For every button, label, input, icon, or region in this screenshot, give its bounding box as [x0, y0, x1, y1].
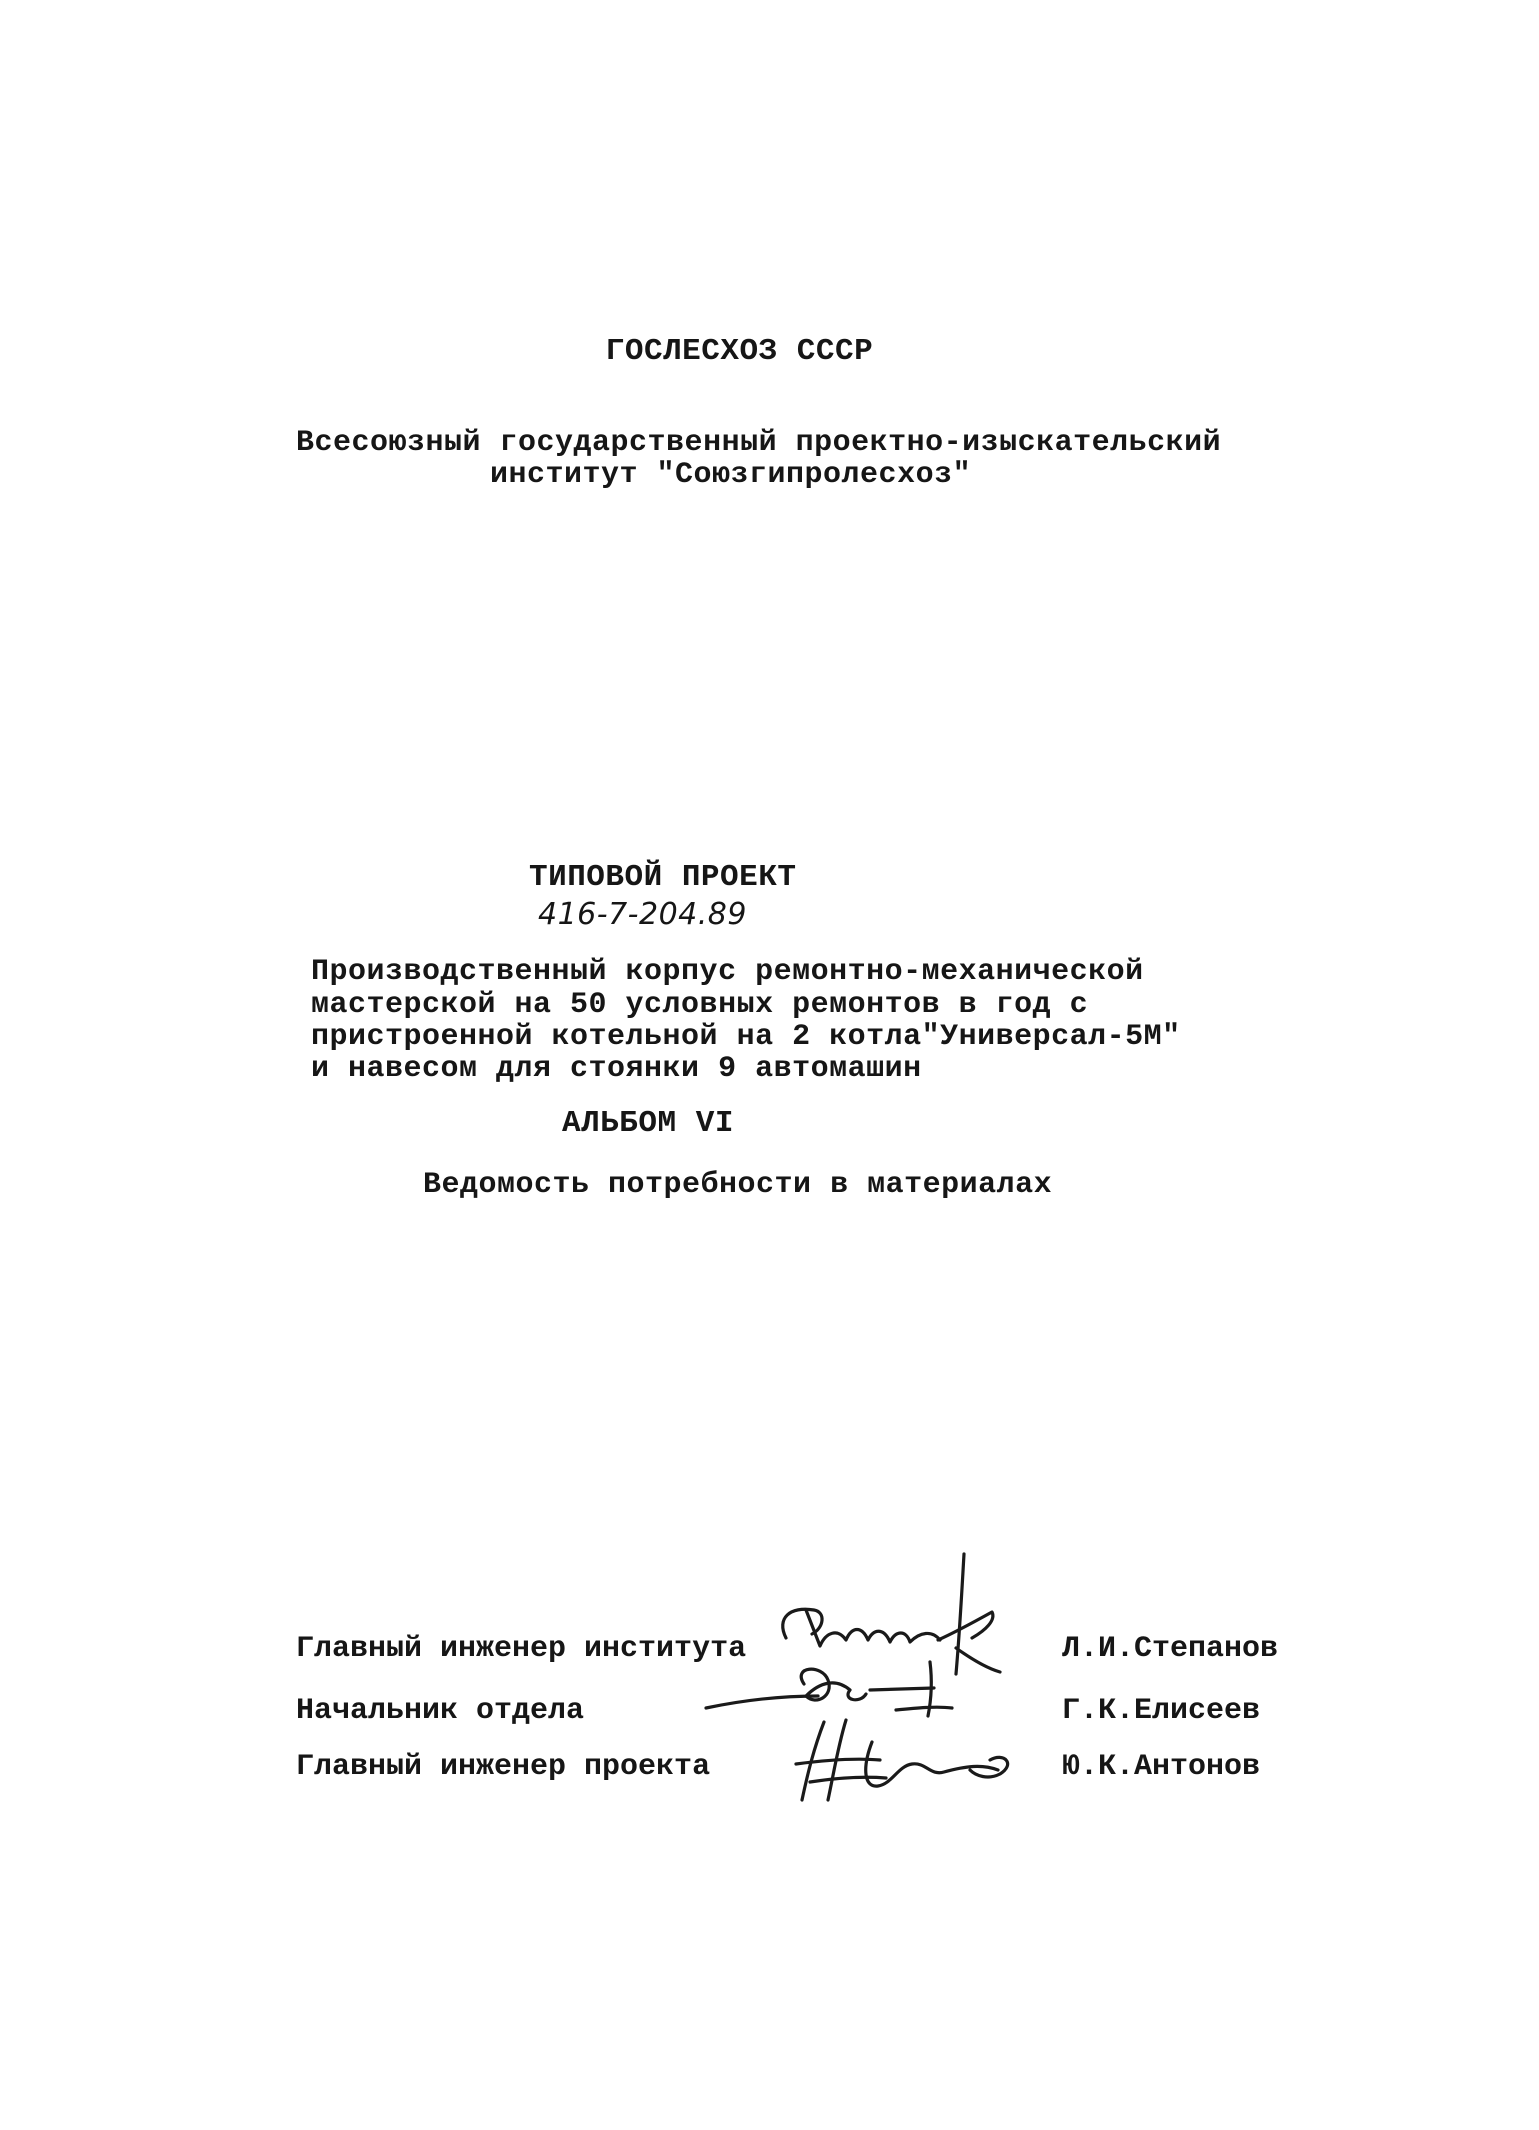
document-title: Ведомость потребности в материалах — [423, 1168, 1053, 1202]
project-description-line-1: Производственный корпус ремонтно-механической — [311, 955, 1144, 989]
signatory-role-chief-engineer-institute: Главный инженер института — [296, 1632, 747, 1666]
project-description-line-4: и навесом для стоянки 9 автомашин — [311, 1052, 922, 1086]
project-description-line-2: мастерской на 50 условных ремонтов в год с — [311, 988, 1089, 1022]
handwritten-signature-3 — [780, 1712, 1030, 1807]
project-code: 416-7-204.89 — [538, 897, 747, 932]
institute-name-line-1: Всесоюзный государственный проектно-изыскательский — [296, 426, 1222, 460]
institute-name-line-2: институт "Союзгипролесхоз" — [490, 458, 972, 492]
agency-name: ГОСЛЕСХОЗ СССР — [605, 334, 874, 369]
signatory-name-antonov: Ю.К.Антонов — [1062, 1750, 1261, 1784]
album-number: АЛЬБОМ VI — [562, 1106, 734, 1141]
signatory-name-stepanov: Л.И.Степанов — [1062, 1632, 1279, 1666]
signatory-name-eliseev: Г.К.Елисеев — [1062, 1694, 1261, 1728]
project-type-label: ТИПОВОЙ ПРОЕКТ — [529, 860, 797, 895]
signatory-role-department-head: Начальник отдела — [296, 1694, 585, 1728]
project-description-line-3: пристроенной котельной на 2 котла"Универсал-5М" — [311, 1020, 1181, 1054]
signatory-role-chief-project-engineer: Главный инженер проекта — [296, 1750, 711, 1784]
